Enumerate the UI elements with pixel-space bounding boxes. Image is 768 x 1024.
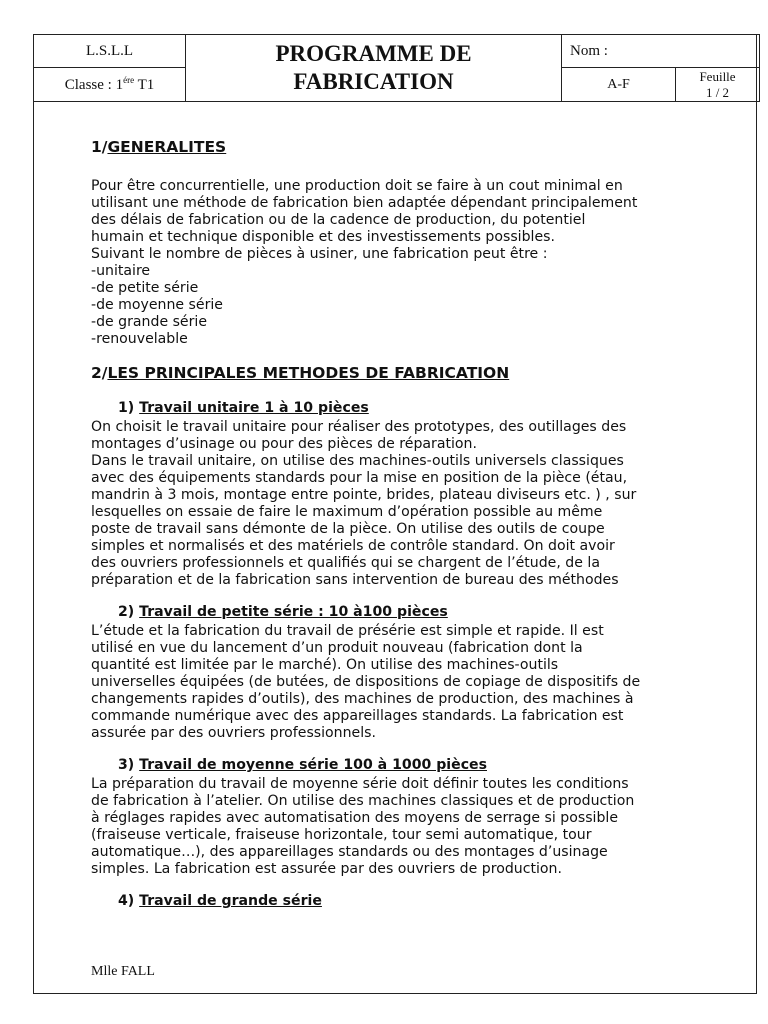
name-label: Nom : [570,42,608,59]
subsection-3-heading [118,757,711,774]
subsection-2-body [91,623,711,742]
paragraph-line: Suivant le nombre de pièces à usiner, une fabrication peut être : [91,246,548,262]
section-2-number: 2/ [91,364,108,382]
paragraph-line: commande numérique avec des appareillages standards. La fabrication est [91,708,624,724]
paragraph-line: des ouvriers professionnels et qualifiés qui se chargent de l’étude, de la [91,555,600,571]
list-item: -de moyenne série [91,297,223,313]
subsection-3-number: 3) [118,757,140,773]
list-item: -de grande série [91,314,207,330]
document-body [91,136,711,912]
header-table [33,34,760,102]
paragraph-line: (fraiseuse verticale, fraiseuse horizontale, tour semi automatique, tour [91,827,592,843]
class-cell [34,68,186,102]
paragraph-line: simples. La fabrication est assurée par des ouvriers de production. [91,861,562,877]
paragraph-line: Dans le travail unitaire, on utilise des machines-outils universels classiques [91,453,624,469]
subsection-3-title: Travail de moyenne série 100 à 1000 pièces [139,757,487,773]
paragraph-line: changements rapides d’outils), des machines de production, des machines à [91,691,634,707]
paragraph-line: lesquelles on essaie de faire le maximum d’opération possible au même [91,504,603,520]
paragraph-line: mandrin à 3 mois, montage entre pointe, brides, plateau diviseurs etc. ) , sur [91,487,637,503]
name-cell [562,35,760,68]
paragraph-line: quantité est limitée par le marché). On utilise des machines-outils [91,657,559,673]
section-1-title: GENERALITES [107,138,227,156]
sheet-number: 1 / 2 [705,84,730,100]
paragraph-line: On choisit le travail unitaire pour réaliser des prototypes, des outillages des [91,419,627,435]
paragraph-line: universelles équipées (de butées, de dispositions de copiage de dispositifs de [91,674,641,690]
paragraph-line: utilisé en vue du lancement d’un produit nouveau (fabrication dont la [91,640,583,656]
paragraph-line: de fabrication à l’atelier. On utilise des machines classiques et de production [91,793,635,809]
paragraph-line: L’étude et la fabrication du travail de présérie est simple et rapide. Il est [91,623,604,639]
subsection-2-title: Travail de petite série : 10 à100 pièces [139,604,448,620]
subsection-4-heading [118,893,711,910]
paragraph-line: poste de travail sans démonte de la pièce. On utilise des outils de coupe [91,521,605,537]
af-label: A-F [607,76,630,92]
sheet-label: Feuille [699,68,736,84]
subsection-2-number: 2) [118,604,140,620]
list-item: -de petite série [91,280,199,296]
list-item: -renouvelable [91,331,188,347]
class-sup: ére [123,75,135,85]
subsection-3-body [91,776,711,878]
paragraph-line: simples et normalisés et des matériels de contrôle standard. On doit avoir [91,538,615,554]
class-prefix: Classe : 1 [64,77,124,93]
section-2-title: LES PRINCIPALES METHODES DE FABRICATION [107,364,510,382]
subsection-4-number: 4) [118,893,140,909]
footer-author: Mlle FALL [91,964,155,979]
paragraph-line: humain et technique disponible et des investissements possibles. [91,229,555,245]
subsection-1-heading [118,400,711,417]
subsection-2-heading [118,604,711,621]
paragraph-line: La préparation du travail de moyenne série doit définir toutes les conditions [91,776,629,792]
af-cell [562,68,676,102]
school-name: L.S.L.L [85,42,134,59]
subsection-1-number: 1) [118,400,140,416]
paragraph-line: utilisant une méthode de fabrication bien adaptée dépendant principalement [91,195,638,211]
subsection-4-title: Travail de grande série [139,893,322,909]
sheet-cell [676,68,760,102]
section-2-heading [91,365,711,382]
school-cell [34,35,186,68]
paragraph-line: préparation et de la fabrication sans intervention de bureau des méthodes [91,572,619,588]
title-line-2: FABRICATION [293,69,454,94]
paragraph-line: des délais de fabrication ou de la cadence de production, du potentiel [91,212,586,228]
paragraph-line: montages d’usinage ou pour des pièces de réparation. [91,436,477,452]
paragraph-line: avec des équipements standards pour la mise en position de la pièce (étau, [91,470,628,486]
section-1-number: 1/ [91,138,108,156]
subsection-1-title: Travail unitaire 1 à 10 pièces [139,400,369,416]
paragraph-line: Pour être concurrentielle, une production doit se faire à un cout minimal en [91,178,623,194]
list-item: -unitaire [91,263,151,279]
title-line-1: PROGRAMME DE [275,41,472,66]
section-1-body [91,178,711,348]
paragraph-line: à réglages rapides avec automatisation des moyens de serrage si possible [91,810,618,826]
section-1-heading [91,139,711,156]
title-cell [186,35,562,102]
paragraph-line: assurée par des ouvriers professionnels. [91,725,376,741]
paragraph-line: automatique…), des appareillages standards ou des montages d’usinage [91,844,608,860]
class-suffix: T1 [134,77,155,93]
subsection-1-body [91,419,711,589]
